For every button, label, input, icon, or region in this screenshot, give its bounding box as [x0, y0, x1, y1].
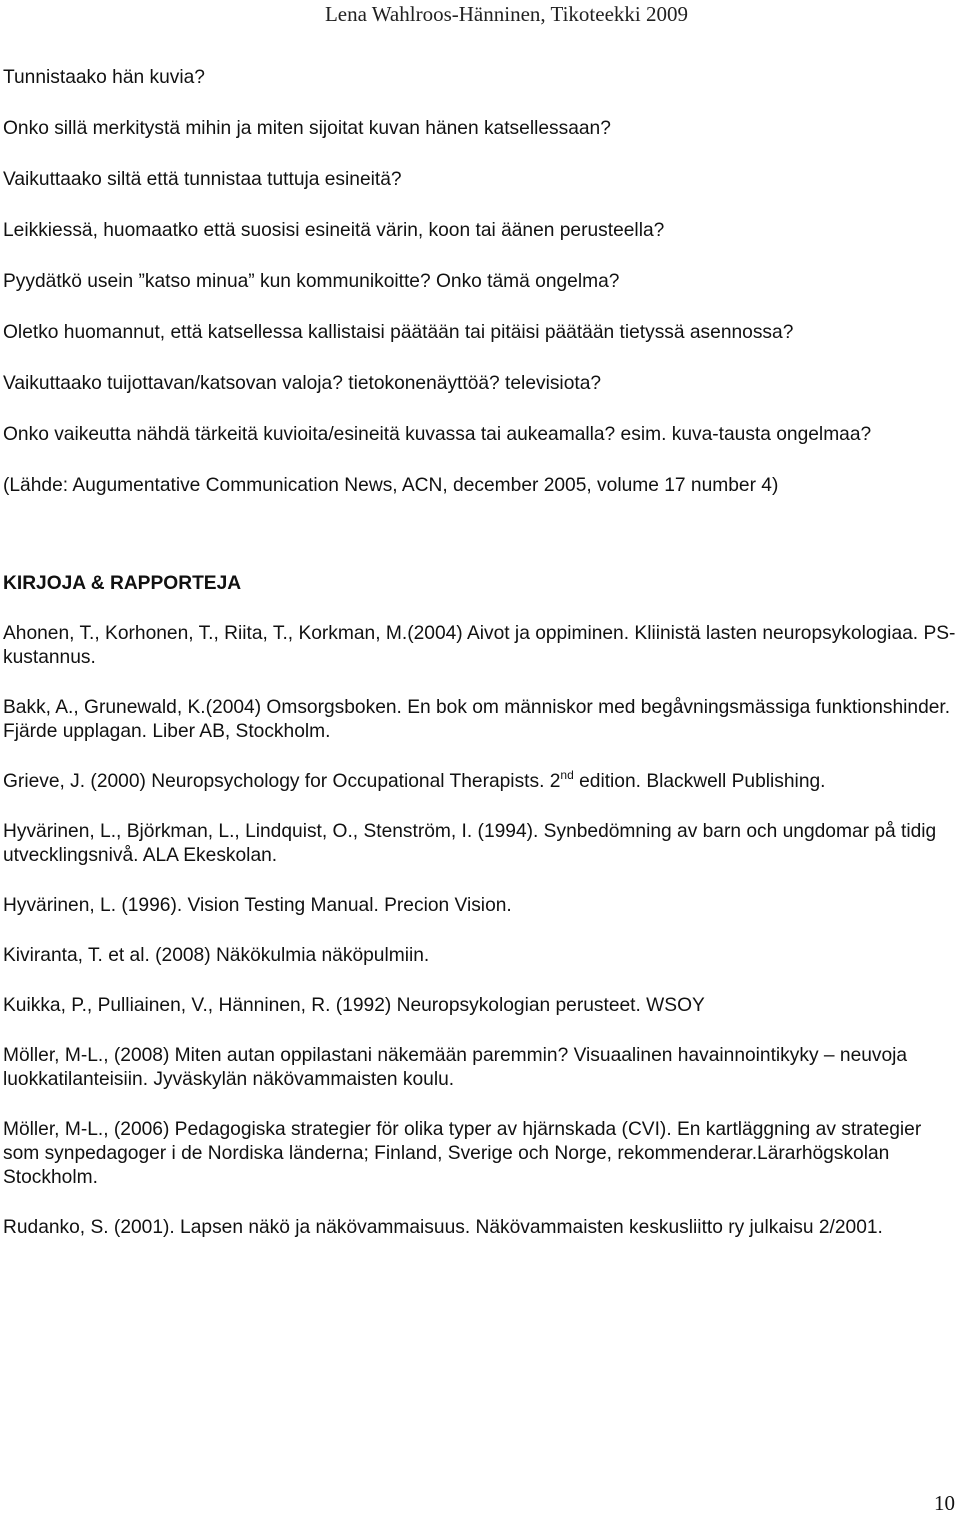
running-header: Lena Wahlroos-Hänninen, Tikoteekki 2009 — [324, 2, 688, 26]
source-citation: (Lähde: Augumentative Communication News, ACN, december 2005, volume 17 number 4) — [3, 475, 779, 496]
question-line: Onko sillä merkitystä mihin ja miten sijoitat kuvan hänen katsellessaan? — [3, 118, 611, 139]
question-line: Vaikuttaako siltä että tunnistaa tuttuja esineitä? — [3, 169, 402, 190]
question-line: Onko vaikeutta nähdä tärkeitä kuvioita/esineitä kuvassa tai aukeamalla? esim. kuva-tausta ongelmaa? — [3, 424, 872, 445]
reference-entry: Rudanko, S. (2001). Lapsen näkö ja näkövammaisuus. Näkövammaisten keskusliitto ry julkaisu 2/2001. — [3, 1217, 883, 1238]
question-line: Leikkiessä, huomaatko että suosisi esineitä värin, koon tai äänen perusteella? — [3, 220, 665, 241]
reference-entry: Ahonen, T., Korhonen, T., Riita, T., Korkman, M.(2004) Aivot ja oppiminen. Kliinistä lasten neuropsykologiaa. PS-kustannus. — [3, 623, 956, 668]
page-body — [3, 66, 958, 1266]
reference-entry: Möller, M-L., (2008) Miten autan oppilastani näkemään paremmin? Visuaalinen havainnointikyky – neuvoja luokkatilanteisiin. Jyväskylän näkövammaisten koulu. — [3, 1045, 908, 1090]
reference-entry: Hyvärinen, L., Björkman, L., Lindquist, O., Stenström, I. (1994). Synbedömning av barn och ungdomar på tidig utvecklingsnivå. ALA Ekeskolan. — [3, 821, 937, 866]
superscript-ordinal: nd — [560, 768, 574, 782]
page-number: 10 — [934, 1491, 955, 1515]
reference-text: Grieve, J. (2000) Neuropsychology for Occupational Therapists. 2 — [3, 771, 561, 792]
reference-entry: Hyvärinen, L. (1996). Vision Testing Manual. Precion Vision. — [3, 895, 512, 916]
question-line: Tunnistaako hän kuvia? — [3, 67, 205, 88]
reference-entry: Bakk, A., Grunewald, K.(2004) Omsorgsboken. En bok om människor med begåvningsmässiga funktionshinder. Fjärde upplagan. Liber AB, Stockholm. — [3, 697, 951, 742]
section-title: KIRJOJA & RAPPORTEJA — [3, 573, 242, 594]
reference-text: edition. Blackwell Publishing. — [573, 771, 826, 792]
question-line: Vaikuttaako tuijottavan/katsovan valoja? tietokonenäyttöä? televisiota? — [3, 373, 602, 394]
reference-entry: Möller, M-L., (2006) Pedagogiska strategier för olika typer av hjärnskada (CVI). En kartläggning av strategier som synpedagoger i de Nordiska länderna; Finland, Sverige och Norge, rekommenderar.Lärarhögskolan Stockholm. — [3, 1119, 922, 1188]
reference-entry: Kiviranta, T. et al. (2008) Näkökulmia näköpulmiin. — [3, 945, 430, 966]
reference-entry: Kuikka, P., Pulliainen, V., Hänninen, R. (1992) Neuropsykologian perusteet. WSOY — [3, 995, 705, 1016]
reference-entry — [3, 770, 958, 794]
question-line: Oletko huomannut, että katsellessa kallistaisi päätään tai pitäisi päätään tietyssä asennossa? — [3, 322, 794, 343]
question-line: Pyydätkö usein ”katso minua” kun kommunikoitte? Onko tämä ongelma? — [3, 271, 620, 292]
